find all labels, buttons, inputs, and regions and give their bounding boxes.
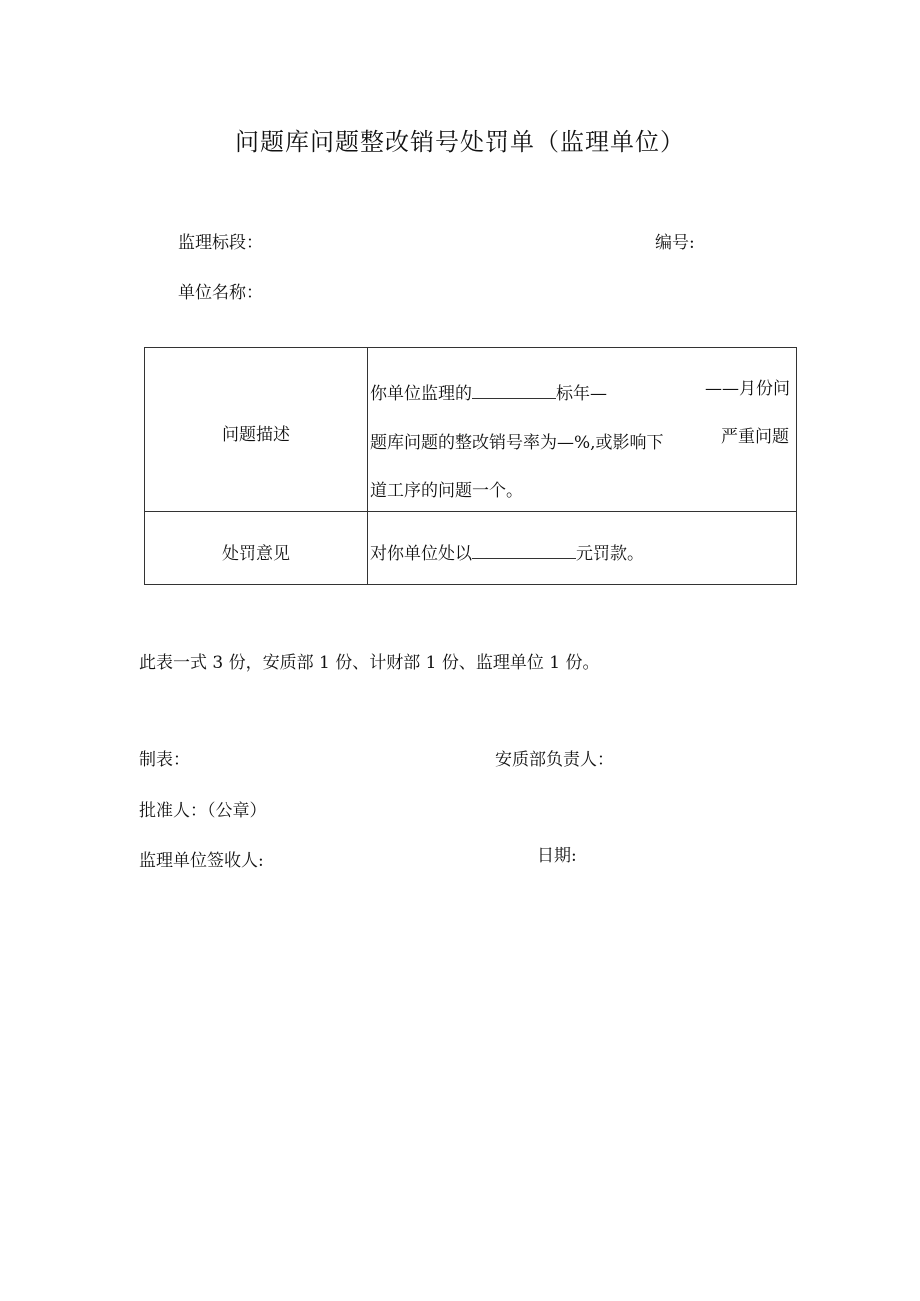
safety-head-label: 安质部负责人：: [495, 750, 614, 770]
penalty-suffix: 元罚款。: [576, 544, 644, 564]
table-row-divider: [145, 511, 796, 512]
receiver-label: 监理单位签收人:: [139, 851, 264, 871]
number-label: 编号:: [655, 233, 695, 253]
penalty-opinion-label: 处罚意见: [222, 544, 290, 564]
penalty-line: [370, 539, 644, 564]
problem-line-1-prefix: 你单位监理的: [370, 384, 472, 404]
unit-name-label: 单位名称：: [178, 283, 263, 303]
problem-line-1-mid: 标年—: [556, 384, 607, 404]
penalty-form-table: [144, 347, 797, 585]
date-label: 日期:: [537, 846, 577, 866]
preparer-label: 制表：: [139, 750, 190, 770]
penalty-prefix: 对你单位处以: [370, 544, 472, 564]
approver-label: 批准人：（公章）: [139, 801, 267, 821]
section-label: 监理标段：: [178, 233, 263, 253]
fine-amount-blank[interactable]: [472, 542, 576, 559]
problem-line-1-right: ——月份问: [705, 379, 790, 399]
copies-note: 此表一式 3 份，安质部 1 份、计财部 1 份、监理单位 1 份。: [139, 653, 600, 673]
problem-line-3: 道工序的问题一个。: [370, 481, 523, 501]
problem-description-label: 问题描述: [222, 425, 290, 445]
problem-line-2-right: 严重问题: [721, 427, 789, 447]
page-title: 问题库问题整改销号处罚单（监理单位）: [235, 128, 685, 156]
problem-line-2-left: 题库问题的整改销号率为—%,或影响下: [370, 433, 664, 453]
problem-line-1: [370, 379, 607, 404]
section-blank[interactable]: [472, 382, 556, 399]
table-column-divider: [367, 348, 368, 584]
